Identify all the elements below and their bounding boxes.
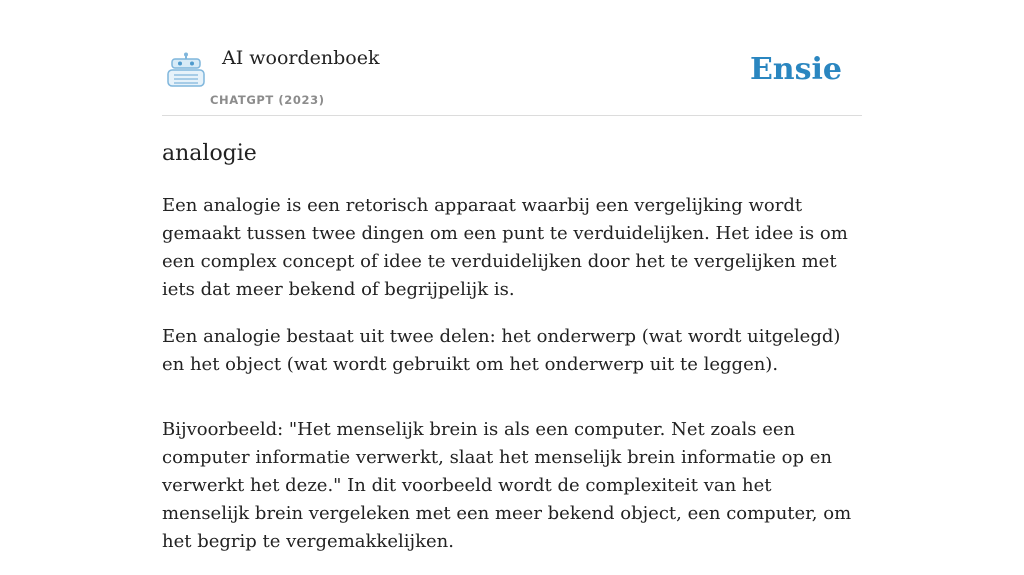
- entry-body: [162, 192, 862, 575]
- source-title[interactable]: AI woordenboek: [222, 47, 380, 69]
- source-meta: CHATGPT (2023): [210, 93, 325, 107]
- example-paragraph: Bijvoorbeeld: "Het menselijk brein is als een computer. Net zoals een computer informatie verwerkt, slaat het menselijk brein informatie op en verwerkt het deze." In dit voorbeeld wordt de complexiteit van het menselijk brein vergeleken met een meer bekend object, een computer, om het begrip te vergemakkelijken.: [162, 419, 852, 552]
- entry-term: analogie: [162, 141, 257, 166]
- robot-icon: [166, 52, 206, 90]
- entry-header: [162, 0, 862, 116]
- ensie-logo[interactable]: Ensie: [749, 52, 842, 87]
- definition-paragraph: Een analogie is een retorisch apparaat waarbij een vergelijking wordt gemaakt tussen twee dingen om een punt te verduidelijken. Het idee is om een complex concept of idee te verduidelijken door het te vergelijken met iets dat meer bekend of begrijpelijk is.: [162, 195, 848, 300]
- definition-paragraph: Een analogie bestaat uit twee delen: het onderwerp (wat wordt uitgelegd) en het object (wat wordt gebruikt om het onderwerp uit te leggen).: [162, 326, 841, 375]
- entry-card: [162, 0, 862, 552]
